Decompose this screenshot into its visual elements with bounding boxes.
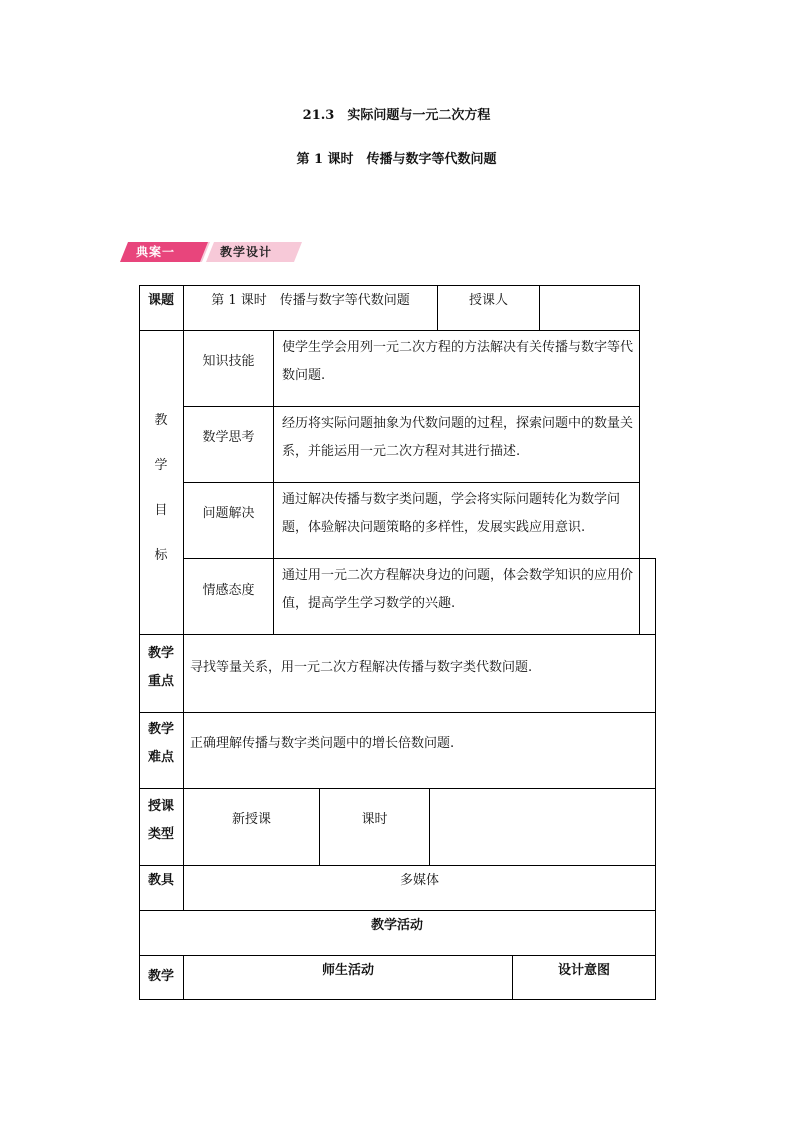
key-label-line: 重点	[147, 674, 174, 689]
key-label	[139, 640, 183, 696]
goal-text-thinking: 经历将实际问题抽象为代数问题的过程，探索问题中的数量关系，并能运用一元二次方程对其进行描述.	[282, 416, 634, 459]
topic-label: 课题	[147, 293, 174, 308]
key-text: 寻找等量关系，用一元二次方程解决传播与数字类代数问题.	[190, 660, 533, 675]
goals-label-char: 目	[154, 503, 168, 518]
goals-label-char: 教	[154, 413, 168, 428]
type-label-line: 类型	[147, 827, 174, 842]
goal-label-problem-solving: 问题解决	[202, 506, 255, 521]
goal-text-knowledge: 使学生学会用列一元二次方程的方法解决有关传播与数字等代数问题.	[282, 340, 634, 383]
type-label-line: 授课	[147, 799, 174, 814]
goal-text-attitude: 通过用一元二次方程解决身边的问题，体会数学知识的应用价值，提高学生学习数学的兴趣.	[282, 568, 634, 611]
section-banner	[120, 242, 302, 262]
goal-label-knowledge: 知识技能	[202, 354, 255, 369]
type-label	[139, 793, 183, 849]
goal-label-attitude: 情感态度	[202, 583, 255, 598]
document-title: 21.3 实际问题与一元二次方程	[302, 108, 491, 123]
difficulty-text: 正确理解传播与数字类问题中的增长倍数问题.	[190, 736, 455, 751]
step-label: 教学	[147, 969, 174, 984]
tools-value: 多媒体	[399, 873, 439, 888]
type-value: 新授课	[231, 812, 271, 827]
goal-text-problem-solving: 通过解决传播与数字类问题，学会将实际问题转化为数学问题，体验解决问题策略的多样性，发展实践应用意识.	[282, 492, 621, 535]
key-label-line: 教学	[147, 646, 174, 661]
difficulty-label-line: 教学	[147, 722, 174, 737]
activity-title: 教学活动	[370, 918, 423, 933]
difficulty-label-line: 难点	[147, 750, 174, 765]
difficulty-label	[139, 716, 183, 772]
tools-label: 教具	[147, 873, 174, 888]
topic-value: 第 1 课时 传播与数字等代数问题	[211, 293, 410, 308]
banner-tag: 典案一	[136, 245, 176, 259]
banner-label: 教学设计	[220, 245, 273, 259]
goal-label-thinking: 数学思考	[202, 430, 255, 445]
hours-label: 课时	[361, 812, 388, 827]
teacher-label: 授课人	[468, 293, 508, 308]
lesson-subtitle: 第 1 课时 传播与数字等代数问题	[296, 152, 497, 167]
goals-label-char: 学	[154, 458, 168, 473]
goals-label-char: 标	[154, 548, 168, 563]
intent-label: 设计意图	[557, 963, 610, 978]
goals-label	[139, 398, 183, 578]
activity-label: 师生活动	[321, 963, 374, 978]
